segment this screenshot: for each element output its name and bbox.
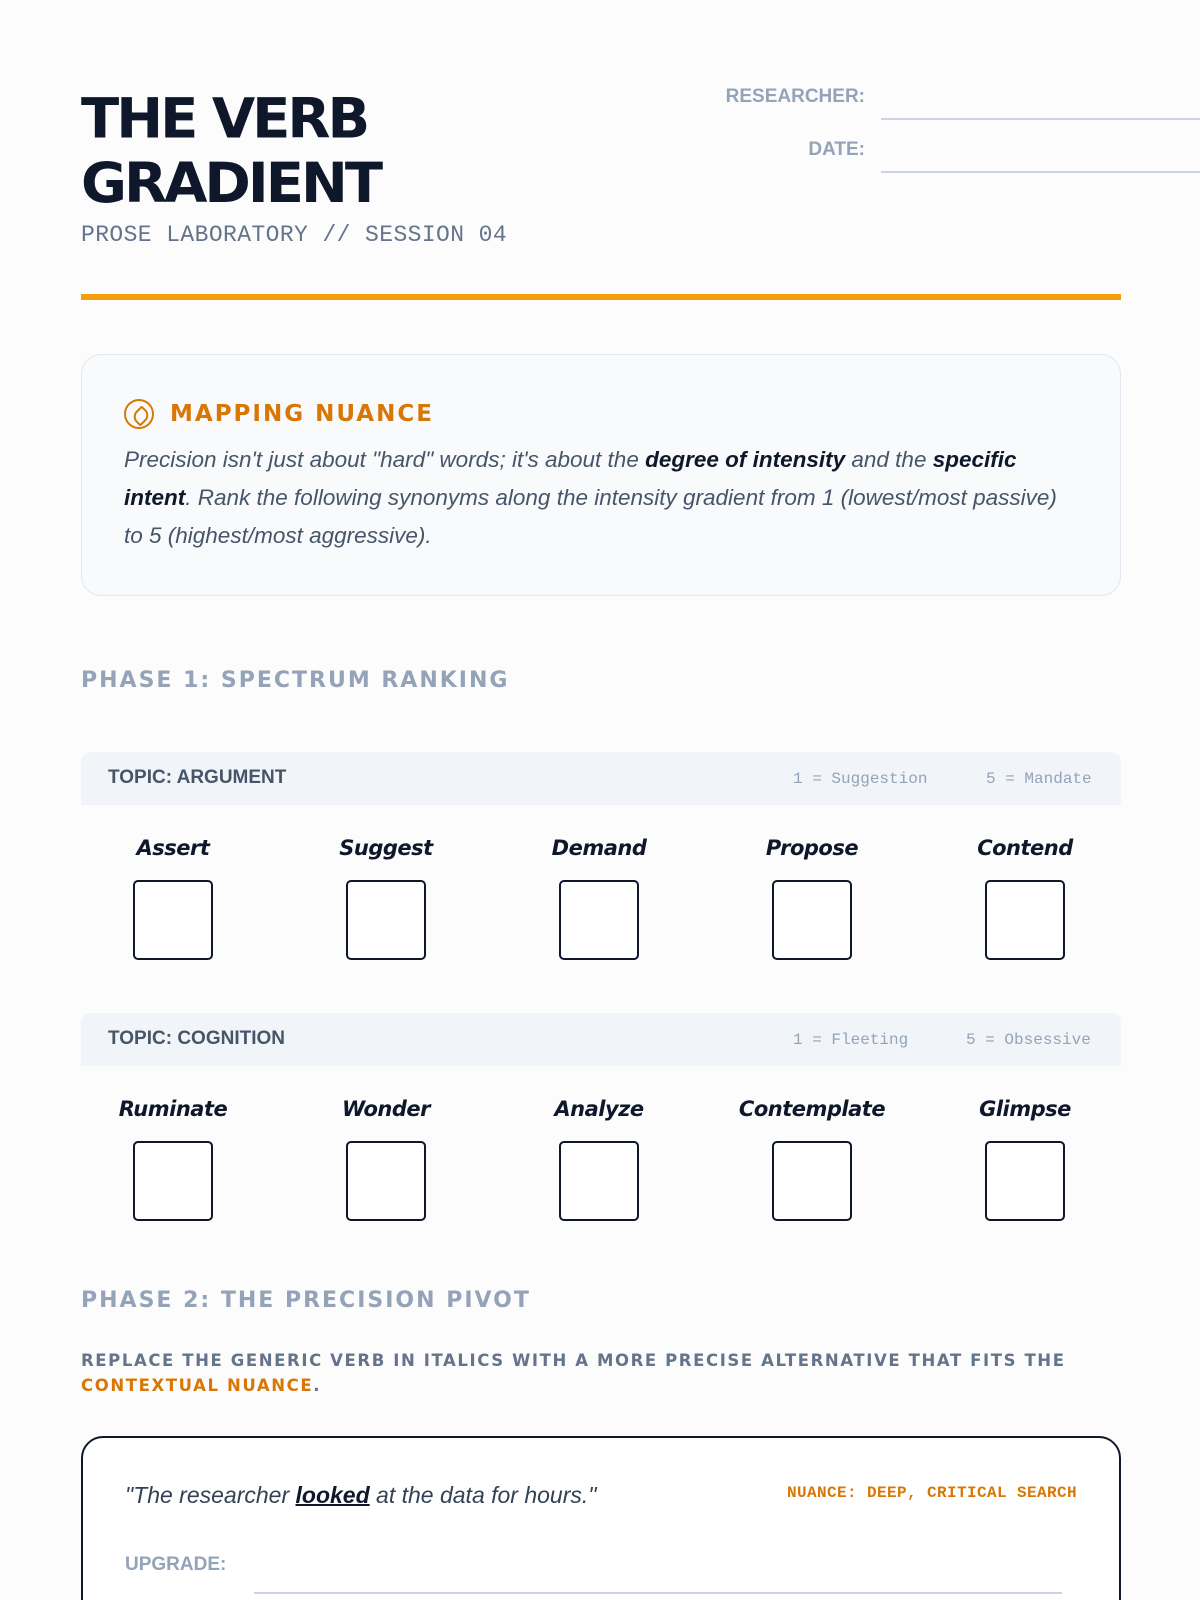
- generic-verb: looked: [295, 1482, 370, 1508]
- scale-high-label: 5 = Obsessive: [966, 1031, 1091, 1049]
- scale-low-label: 1 = Suggestion: [793, 770, 928, 788]
- sentence-start: "The researcher: [125, 1482, 296, 1508]
- word-label: Suggest: [339, 836, 433, 860]
- date-field[interactable]: [641, 139, 1200, 179]
- word-item: [925, 836, 1125, 860]
- title-line-2: GRADIENT: [81, 152, 381, 216]
- phase-2-instruction: [81, 1348, 1081, 1398]
- topic-argument-words: [81, 836, 1121, 976]
- page-subtitle: PROSE LABORATORY // SESSION 04: [81, 222, 508, 248]
- word-item: [73, 836, 273, 860]
- word-item: [925, 1097, 1125, 1121]
- rank-box[interactable]: [133, 880, 213, 960]
- precision-pivot-card: [81, 1436, 1121, 1600]
- date-input-line[interactable]: [881, 171, 1200, 173]
- scale-high-label: 5 = Mandate: [986, 770, 1092, 788]
- header-divider: [81, 294, 1121, 300]
- callout-title: MAPPING NUANCE: [170, 401, 434, 427]
- mapping-nuance-callout: [81, 354, 1121, 596]
- word-label: Analyze: [554, 1097, 644, 1121]
- topic-cognition-words: [81, 1097, 1121, 1237]
- researcher-input-line[interactable]: [881, 118, 1200, 120]
- rank-box[interactable]: [133, 1141, 213, 1221]
- instruction-text: REPLACE THE GENERIC VERB IN ITALICS WITH A MORE PRECISE ALTERNATIVE THAT FITS THE: [81, 1351, 1066, 1370]
- word-item: [499, 836, 699, 860]
- rank-box[interactable]: [772, 880, 852, 960]
- word-label: Wonder: [341, 1097, 431, 1121]
- word-item: [286, 836, 486, 860]
- page-title: [81, 87, 380, 216]
- word-label: Contend: [977, 836, 1073, 860]
- topic-label: TOPIC: COGNITION: [108, 1028, 285, 1049]
- callout-text-2: and the: [845, 447, 933, 472]
- rank-box[interactable]: [559, 880, 639, 960]
- instruction-highlight: CONTEXTUAL NUANCE: [81, 1376, 314, 1395]
- compass-icon: [124, 399, 154, 429]
- word-label: Glimpse: [979, 1097, 1071, 1121]
- phase-2-title: PHASE 2: THE PRECISION PIVOT: [81, 1288, 531, 1313]
- rank-box[interactable]: [772, 1141, 852, 1221]
- rank-box[interactable]: [985, 1141, 1065, 1221]
- word-item: [712, 1097, 912, 1121]
- researcher-label: RESEARCHER:: [725, 86, 865, 107]
- rank-box[interactable]: [346, 880, 426, 960]
- scale-low-label: 1 = Fleeting: [793, 1031, 909, 1049]
- word-label: Contemplate: [738, 1097, 886, 1121]
- sentence-end: at the data for hours.": [369, 1482, 597, 1508]
- upgrade-input-line[interactable]: [254, 1592, 1062, 1594]
- callout-bold-1: degree of intensity: [645, 447, 846, 472]
- word-item: [73, 1097, 273, 1121]
- word-item: [712, 836, 912, 860]
- topic-argument-header: [81, 752, 1121, 805]
- word-label: Assert: [136, 836, 210, 860]
- callout-text-1: Precision isn't just about "hard" words; it's about the: [124, 447, 646, 472]
- phase-1-title: PHASE 1: SPECTRUM RANKING: [81, 668, 510, 693]
- topic-cognition-header: [81, 1013, 1121, 1066]
- researcher-field[interactable]: [641, 86, 1200, 126]
- word-label: Ruminate: [118, 1097, 228, 1121]
- callout-body: [124, 441, 1064, 555]
- title-line-1: THE VERB: [81, 87, 368, 152]
- callout-bold-2: specific intent: [124, 447, 1017, 510]
- instruction-end: .: [313, 1376, 322, 1395]
- callout-header: [124, 399, 434, 429]
- callout-text-3: . Rank the following synonyms along the intensity gradient from 1 (lowest/most passive) to 5 (highest/most aggressive).: [124, 485, 1057, 548]
- rank-box[interactable]: [559, 1141, 639, 1221]
- upgrade-label: UPGRADE:: [125, 1554, 227, 1575]
- pivot-sentence: [125, 1482, 596, 1509]
- worksheet-page: [81, 0, 1121, 1600]
- word-item: [499, 1097, 699, 1121]
- word-item: [286, 1097, 486, 1121]
- rank-box[interactable]: [985, 880, 1065, 960]
- nuance-tag: NUANCE: DEEP, CRITICAL SEARCH: [786, 1484, 1077, 1502]
- date-label: DATE:: [808, 139, 865, 160]
- word-label: Propose: [765, 836, 859, 860]
- rank-box[interactable]: [346, 1141, 426, 1221]
- topic-label: TOPIC: ARGUMENT: [108, 767, 287, 788]
- word-label: Demand: [551, 836, 647, 860]
